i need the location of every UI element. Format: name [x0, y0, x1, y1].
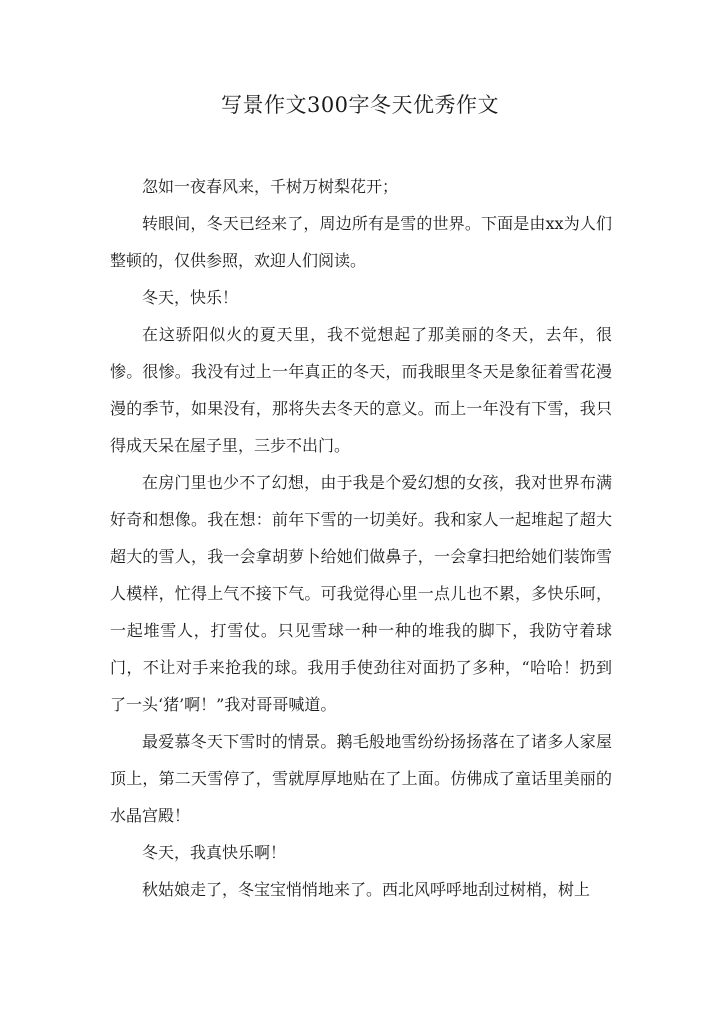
paragraph: 最爱慕冬天下雪时的情景。鹅毛般地雪纷纷扬扬落在了诸多人家屋顶上，第二天雪停了，雪就厚厚地贴在了上面。仿佛成了童话里美丽的水晶宫殿！ [110, 732, 612, 825]
paragraph: 转眼间，冬天已经来了，周边所有是雪的世界。下面是由xx为人们整顿的，仅供参照，欢迎人们阅读。 [110, 214, 612, 270]
paragraph: 秋姑娘走了，冬宝宝悄悄地来了。西北风呼呼地刮过树梢，树上 [142, 880, 591, 899]
page-title: 写景作文300字冬天优秀作文 [220, 93, 500, 117]
document-body [110, 168, 612, 908]
paragraph: 在这骄阳似火的夏天里，我不觉想起了那美丽的冬天，去年，很惨。很惨。我没有过上一年真正的冬天，而我眼里冬天是象征着雪花漫漫的季节，如果没有，那将失去冬天的意义。而上一年没有下雪，我只得成天呆在屋子里，三步不出门。 [110, 325, 612, 455]
paragraph: 忽如一夜春风来，千树万树梨花开； [142, 177, 399, 196]
paragraph: 冬天，快乐！ [142, 288, 239, 307]
paragraph: 在房门里也少不了幻想，由于我是个爱幻想的女孩，我对世界布满好奇和想像。我在想：前年下雪的一切美好。我和家人一起堆起了超大超大的雪人，我一会拿胡萝卜给她们做鼻子，一会拿扫把给她们装饰雪人模样，忙得上气不接下气。可我觉得心里一点儿也不累，多快乐呵，一起堆雪人，打雪仗。只见雪球一种一种的堆我的脚下，我防守着球门，不让对手来抢我的球。我用手使劲往对面扔了多种，“哈哈！扔到了一头‘猪’啊！”我对哥哥喊道。 [110, 473, 612, 714]
paragraph: 冬天，我真快乐啊！ [142, 843, 287, 862]
